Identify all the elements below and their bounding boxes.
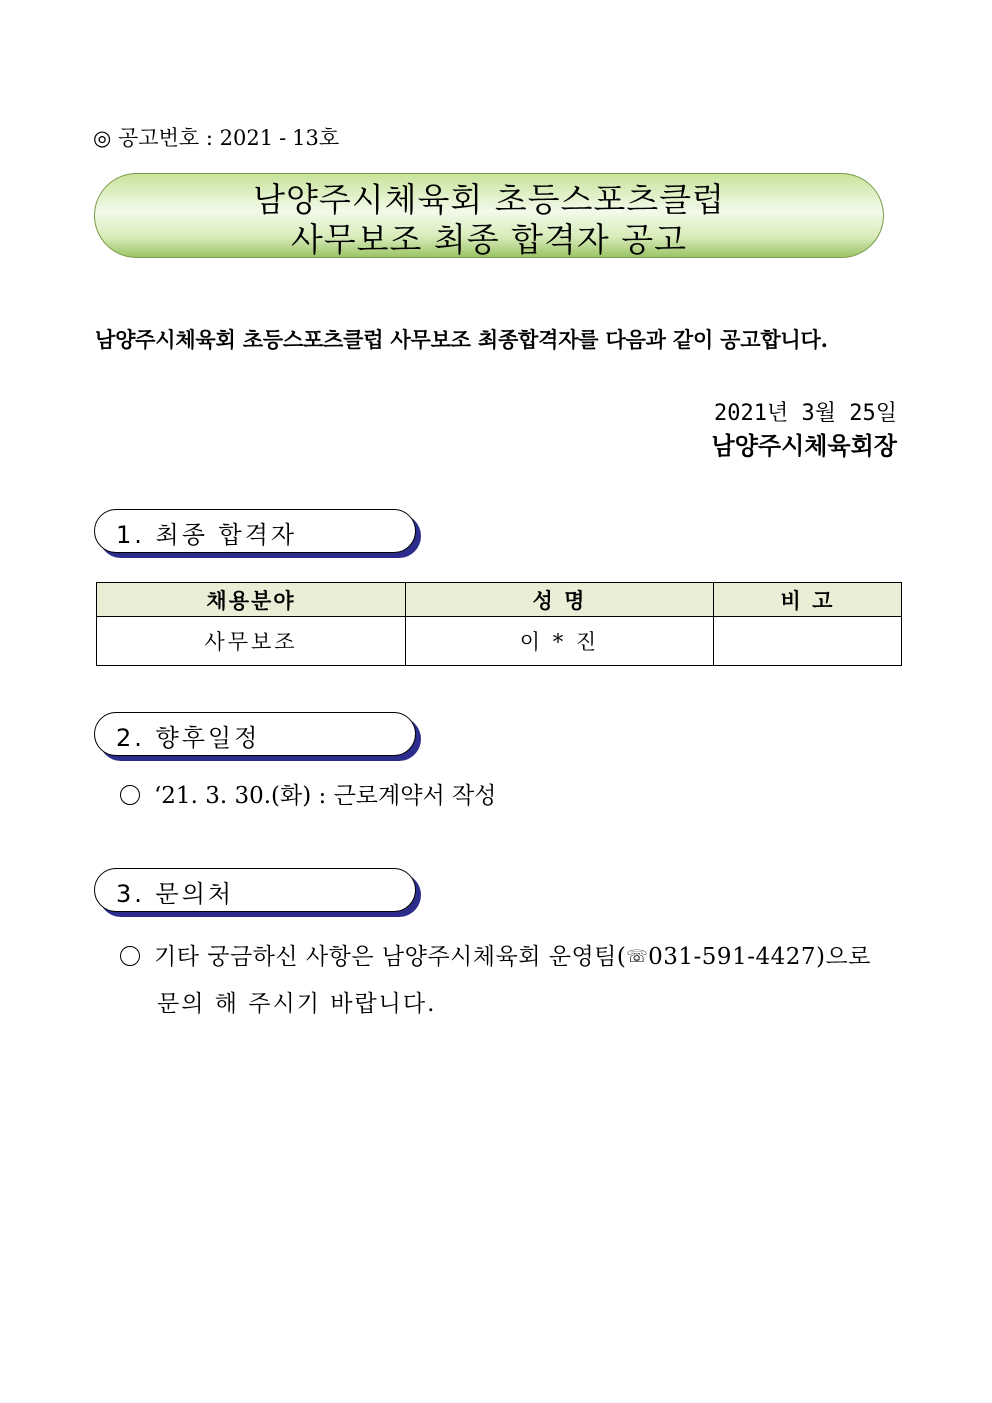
notice-year: 2021 (219, 126, 274, 150)
schedule-text: ‘21. 3. 30.(화) : 근로계약서 작성 (154, 783, 497, 809)
circle-bullet-icon (120, 785, 140, 805)
notice-separator: - (279, 126, 287, 150)
section-heading-schedule (94, 712, 420, 762)
cell-remarks (714, 617, 902, 666)
header-name: 성 명 (406, 583, 714, 617)
circle-bullet-icon (120, 946, 140, 966)
notice-label: 공고번호 : (118, 126, 213, 150)
notice-sequence: 13호 (292, 126, 340, 150)
section-label: 2. 향후일정 (116, 724, 261, 752)
double-circle-icon: ◎ (93, 126, 112, 150)
contact-text-before: 기타 궁금하신 사항은 남양주시체육회 운영팀( (154, 944, 627, 970)
cell-field: 사무보조 (97, 617, 406, 666)
notice-number (93, 122, 339, 152)
title-line-1: 남양주시체육회 초등스포츠클럽 (253, 180, 725, 219)
contact-phone: 031-591-4427 (648, 944, 817, 970)
schedule-item (120, 777, 496, 810)
title-line-2: 사무보조 최종 합격자 공고 (290, 220, 688, 259)
intro-text: 남양주시체육회 초등스포츠클럽 사무보조 최종합격자를 다음과 같이 공고합니다. (95, 327, 828, 352)
contact-text-after: )으로 (816, 944, 871, 970)
title-banner (94, 173, 884, 258)
contact-item-continued: 문의 해 주시기 바랍니다. (157, 991, 437, 1017)
section-label: 1. 최종 합격자 (116, 521, 298, 549)
section-label: 3. 문의처 (116, 880, 235, 908)
announcement-date: 2021년 3월 25일 (714, 401, 897, 426)
issuer-name: 남양주시체육회장 (711, 431, 897, 460)
passers-table (96, 582, 902, 666)
telephone-icon: ☏ (626, 947, 649, 967)
section-heading-final-passers (94, 509, 420, 559)
table-row (97, 617, 902, 666)
table-header-row (97, 583, 902, 617)
cell-name: 이 * 진 (406, 617, 714, 666)
contact-item (120, 938, 871, 971)
section-heading-contact (94, 868, 420, 918)
header-remarks: 비 고 (714, 583, 902, 617)
header-field: 채용분야 (97, 583, 406, 617)
